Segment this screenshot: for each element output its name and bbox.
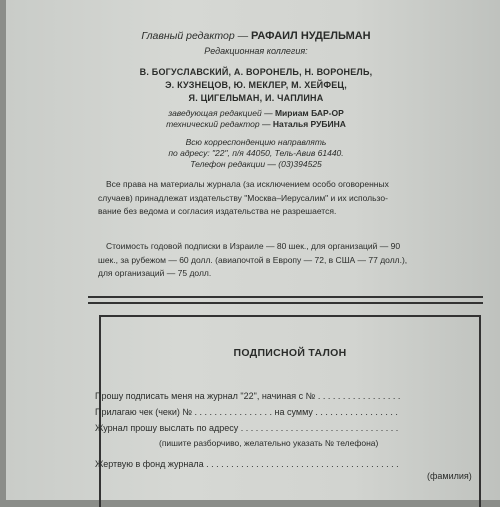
rights-paragraph — [98, 178, 478, 219]
tech-editor-line — [6, 119, 500, 129]
coupon-address-field[interactable]: Журнал прошу выслать по адресу . . . . . . . . . . . . . . . . . . . . . . . . . . . . . . . . — [95, 423, 399, 433]
managing-editor-name: Мириам БАР-ОР — [274, 108, 344, 118]
correspondence-line-1: Всю корреспонденцию направлять — [185, 137, 327, 147]
managing-editor-line — [6, 108, 500, 118]
chief-editor-name: РАФАИЛ НУДЕЛЬМАН — [251, 30, 371, 42]
divider-rule — [88, 302, 483, 304]
tech-editor-name: Наталья РУБИНА — [272, 119, 346, 129]
correspondence-line-2: по адресу: "22", п/я 44050, Тель-Авив 61440. — [168, 148, 344, 158]
rights-line: Все права на материалы журнала (за исключением особо оговоренных — [106, 179, 389, 189]
coupon-surname-hint: (фамилия) — [427, 471, 472, 481]
rights-line: случаев) принадлежат издательству "Москва–Иерусалим" и их использо- — [98, 192, 388, 203]
subscription-line: шек., за рубежом — 60 долл. (авиапочтой в Европу — 72, в США — 77 долл.), — [98, 254, 408, 265]
tech-editor-label: технический редактор — — [166, 119, 271, 129]
chief-editor-label: Главный редактор — — [141, 30, 249, 42]
coupon-title: ПОДПИСНОЙ ТАЛОН — [233, 347, 347, 359]
coupon-cheque-field[interactable]: Прилагаю чек (чеки) № . . . . . . . . . . . . . . . . на сумму . . . . . . . . . . . . . . . . . — [95, 407, 398, 417]
subscription-line: для организаций — 75 долл. — [98, 268, 212, 278]
college-label: Редакционная коллегия: — [204, 46, 308, 56]
coupon-address-hint: (пишите разборчиво, желательно указать № телефона) — [159, 438, 379, 448]
college-names-line-1: В. БОГУСЛАВСКИЙ, А. ВОРОНЕЛЬ, Н. ВОРОНЕЛЬ, — [139, 67, 373, 77]
rights-line: вание без ведома и согласия издательства не разрешается. — [98, 206, 337, 216]
chief-editor-line — [6, 30, 500, 42]
correspondence-line-3: Телефон редакции — (03)394525 — [190, 159, 322, 169]
subscription-line: Стоимость годовой подписки в Израиле — 80 шек., для организаций — 90 — [106, 241, 401, 251]
journal-page — [6, 0, 500, 500]
subscription-coupon — [95, 315, 481, 507]
divider-rule — [88, 296, 483, 298]
managing-editor-label: заведующая редакцией — — [168, 108, 273, 118]
college-names-line-3: Я. ЦИГЕЛЬМАН, И. ЧАПЛИНА — [188, 93, 324, 103]
coupon-donation-field[interactable]: Жертвую в фонд журнала . . . . . . . . . . . . . . . . . . . . . . . . . . . . . . . . . . . . . . . — [95, 459, 399, 469]
coupon-start-issue-field[interactable]: Прошу подписать меня на журнал "22", начиная с № . . . . . . . . . . . . . . . . . — [95, 391, 401, 401]
subscription-paragraph — [98, 240, 478, 281]
college-names-line-2: Э. КУЗНЕЦОВ, Ю. МЕКЛЕР, М. ХЕЙФЕЦ, — [165, 80, 347, 90]
